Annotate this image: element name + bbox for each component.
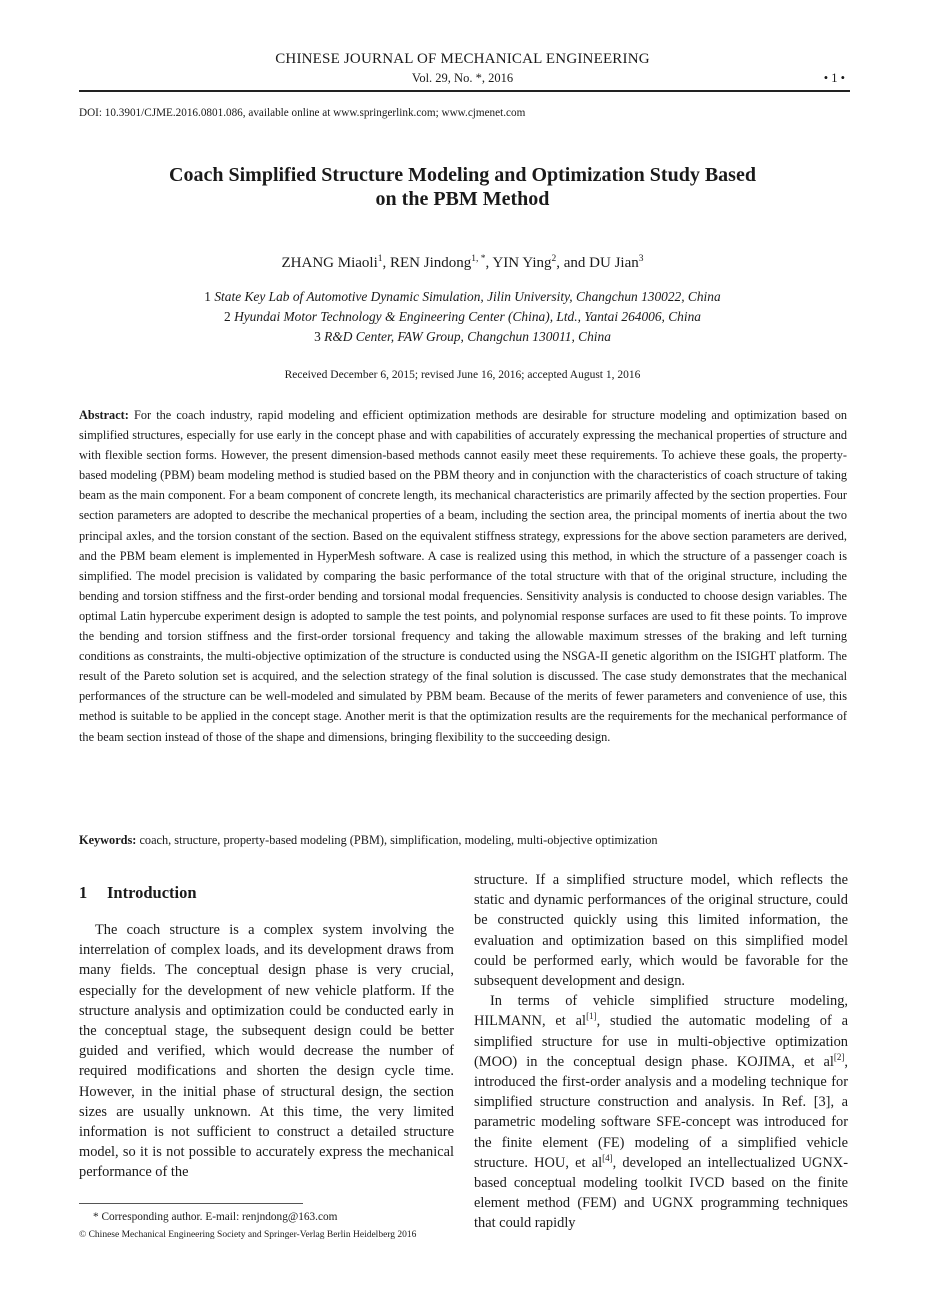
- affiliation-number: 3: [314, 329, 321, 344]
- affiliation: [0, 289, 925, 305]
- affiliation-text: R&D Center, FAW Group, Changchun 130011, China: [324, 329, 611, 344]
- affiliation-text: State Key Lab of Automotive Dynamic Simulation, Jilin University, Changchun 130022, China: [214, 289, 721, 304]
- author-name: ZHANG Miaoli: [281, 255, 378, 271]
- affiliation: [0, 309, 925, 325]
- header-divider: [79, 90, 850, 92]
- citation-ref: [1]: [586, 1011, 597, 1022]
- keywords: [79, 830, 847, 850]
- author-affil-mark: 2: [551, 254, 557, 264]
- body-paragraph: structure. If a simplified structure model, which reflects the static and dynamic performances of the original structure, could be constructed quickly using this limited information, the evaluation and optimization based on this simplified model could be performed early, which would be favorable for the subsequent development and design.: [474, 872, 848, 990]
- journal-name: CHINESE JOURNAL OF MECHANICAL ENGINEERING: [275, 51, 650, 67]
- affiliation-number: 2: [224, 309, 231, 324]
- author-name: DU Jian: [589, 255, 639, 271]
- affiliation-text: Hyundai Motor Technology & Engineering Center (China), Ltd., Yantai 264006, China: [234, 309, 701, 324]
- affiliation: [0, 329, 925, 345]
- doi-line: DOI: 10.3901/CJME.2016.0801.086, available online at www.springerlink.com; www.cjmenet.com: [79, 107, 526, 119]
- paragraph-text: , introduced the first-order analysis and a modeling technique for simplified structure construction and analysis. In Ref. [3], a parametric modeling software SFE-concept was introduced for the finite element (FE) modeling of a simplified vehicle structure. HOU, et al: [474, 1053, 848, 1171]
- affiliation-number: 1: [204, 289, 211, 304]
- author-affil-mark: 3: [638, 254, 644, 264]
- page-number: • 1 •: [823, 71, 845, 85]
- abstract-text: For the coach industry, rapid modeling and efficient optimization methods are desirable for structure modeling and optimization based on simplified structures, especially for use early in the concept phase and with capabilities of accurately expressing the mechanical properties of structure and with flexible section forms. However, the present dimension-based methods cannot easily meet these requirements. To achieve these goals, the property-based modeling (PBM) beam modeling method is studied based on the PBM theory and in conjunction with the characteristics of coach structure of taking beam as the main component. For a beam component of concrete length, its mechanical characteristics are primarily affected by the section properties. Four section parameters are adopted to describe the mechanical properties of a beam, including the section area, the principal moments of inertia about the two principal axles, and the torsion constant of the section. Based on the equivalent stiffness strategy, expressions for the above section parameters are derived, and the PBM beam element is implemented in HyperMesh software. A case is realized using this method, in which the structure of a passenger coach is simplified. The model precision is validated by comparing the basic performance of the total structure with that of the original structure, including the bending and torsion stiffness and the first-order bending and torsional modal frequencies. Sensitivity analysis is conducted to choose design variables. The optimal Latin hypercube experiment design is adopted to sample the test points, and polynomial response surfaces are used to fit these points. To improve the bending and torsion stiffness and the first-order torsional frequency and taking the allowable maximum stresses of the braking and left turning conditions as constraints, the multi-objective optimization of the structure is conducted using the NSGA-II genetic algorithm on the ISIGHT platform. The result of the Pareto solution set is acquired, and the selection strategy of the final solution is discussed. The case study demonstrates that the mechanical performances of the structure can be well-modeled and simulated by PBM beam. Because of the merits of fewer parameters and convenience of use, this method is suitable to be applied in the concept stage. Another merit is that the optimization results are the requirements for the mechanical performance of the beam section instead of those of the shape and dimensions, bringing flexibility to the succeeding design.: [79, 408, 847, 744]
- footnote-divider: [79, 1203, 303, 1204]
- keywords-text: coach, structure, property-based modeling (PBM), simplification, modeling, multi-objective optimization: [139, 833, 658, 847]
- corresponding-author-note: * Corresponding author. E-mail: renjndong@163.com: [93, 1211, 338, 1223]
- copyright-notice: © Chinese Mechanical Engineering Society and Springer-Verlag Berlin Heidelberg 2016: [79, 1230, 417, 1240]
- keywords-label: Keywords:: [79, 833, 137, 847]
- author-affil-mark: 1: [377, 254, 383, 264]
- section-title: Introduction: [107, 883, 197, 902]
- author-separator: , and: [556, 255, 590, 271]
- title-line-2: on the PBM Method: [375, 188, 550, 210]
- paper-title: [79, 163, 846, 211]
- volume-issue: Vol. 29, No. *, 2016: [411, 71, 514, 85]
- title-line-1: Coach Simplified Structure Modeling and Optimization Study Based: [169, 164, 756, 186]
- abstract: [79, 405, 847, 747]
- author-affil-mark: 1, *: [471, 254, 486, 264]
- author-separator: ,: [382, 255, 390, 271]
- intro-right-column: [474, 870, 848, 1234]
- paragraph-text: , studied the automatic modeling of a simplified structure for use in multi-objective optimization (MOO) in the conceptual design phase. KOJIMA, et al: [474, 1013, 848, 1070]
- received-dates: Received December 6, 2015; revised June 16, 2016; accepted August 1, 2016: [284, 369, 641, 381]
- citation-ref: [2]: [833, 1052, 845, 1063]
- author-list: [0, 255, 925, 272]
- body-paragraph: [474, 991, 848, 1233]
- abstract-label: Abstract:: [79, 408, 129, 422]
- author-separator: ,: [485, 255, 493, 271]
- author-name: REN Jindong: [390, 255, 472, 271]
- intro-left-column: The coach structure is a complex system involving the interrelation of complex loads, and its development draws from many fields. The conceptual design phase is very crucial, especially for the development of new vehicle platform. If the structure analysis and optimization could be conducted early in the conceptual stage, the subsequent design could be better guided and verified, which would decrease the number of required modifications and shorten the design cycle time. However, in the initial phase of structural design, the section sizes are usually unknown. At this time, the very limited information is not sufficient to construct a detailed structure model, so it is not possible to accurately express the mechanical performance of the: [79, 922, 454, 1181]
- paragraph-text: , developed an intellectualized UGNX-based conceptual modeling toolkit IVCD based on the finite element method (FEM) and UGNX programming techniques that could rapidly: [474, 1154, 848, 1232]
- section-number: 1: [79, 883, 88, 902]
- paragraph-text: In terms of vehicle simplified structure modeling, HILMANN, et al: [474, 993, 848, 1030]
- citation-ref: [4]: [602, 1153, 613, 1164]
- author-name: YIN Ying: [492, 255, 552, 271]
- section-heading: [79, 883, 197, 903]
